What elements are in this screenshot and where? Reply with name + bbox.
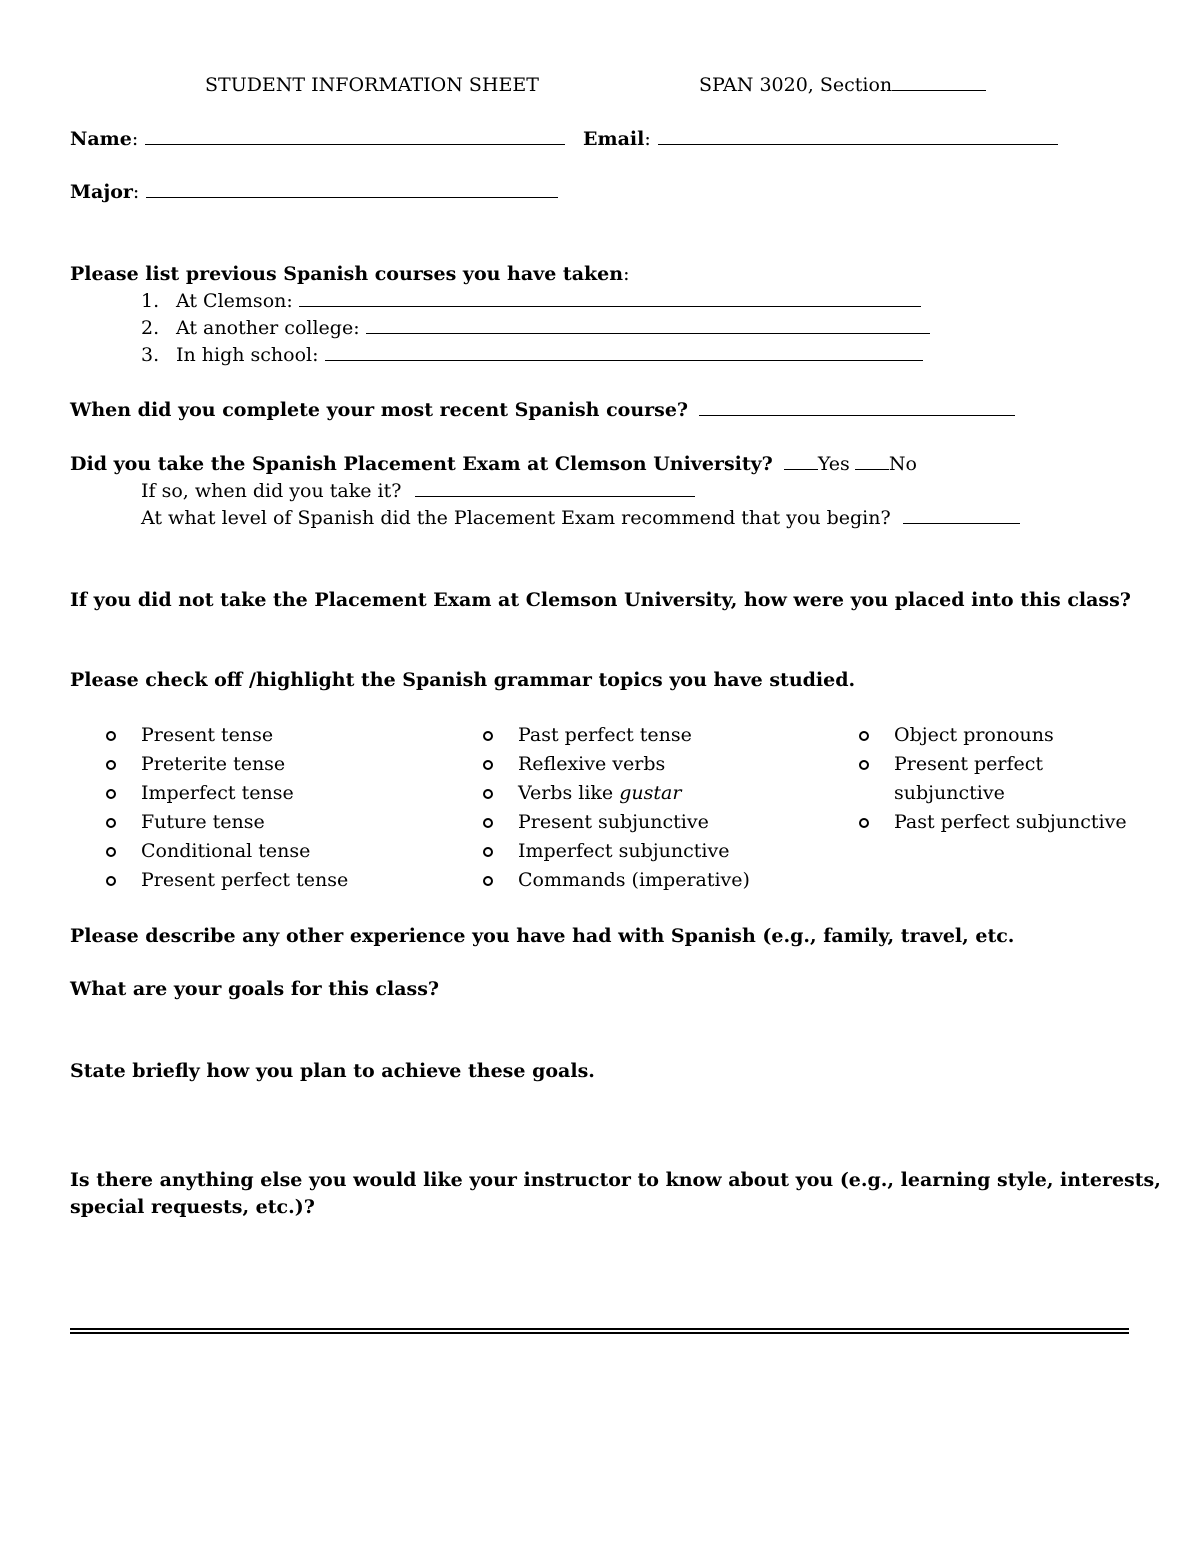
section-blank[interactable] (892, 89, 986, 91)
bullet-icon (106, 876, 116, 886)
email-colon: : (644, 128, 651, 150)
list-item[interactable] (859, 750, 1127, 808)
grammar-topic: Preterite tense (141, 753, 286, 775)
placement-level (141, 507, 1020, 529)
course-item-number: 3. (141, 344, 160, 366)
course-section-label (699, 74, 986, 96)
placement-when-blank[interactable] (415, 495, 695, 497)
grammar-topic-italic: gustar (619, 782, 682, 804)
double-rule-bottom (70, 1332, 1129, 1334)
previous-courses-text: Please list previous Spanish courses you have taken (70, 263, 624, 285)
bullet-icon (106, 847, 116, 857)
email-field (583, 128, 1058, 150)
list-item[interactable] (859, 721, 1127, 750)
grammar-topic: Present tense (141, 724, 274, 746)
course-item-label: At another college: (176, 317, 360, 339)
name-blank[interactable] (145, 143, 565, 145)
name-colon: : (131, 128, 139, 150)
course-item-other-college (141, 317, 930, 339)
bullet-icon (483, 876, 493, 886)
list-item[interactable] (859, 808, 1127, 837)
list-item[interactable] (106, 721, 348, 750)
not-placed-question: If you did not take the Placement Exam at Clemson University, how were you placed into this class? (70, 589, 1131, 611)
list-item[interactable] (483, 779, 750, 808)
grammar-topic: Past perfect tense (518, 724, 692, 746)
placement-question (70, 453, 917, 475)
list-item[interactable] (106, 866, 348, 895)
anything-else-question-line-1: Is there anything else you would like your instructor to know about you (e.g., learning style, interests, (70, 1169, 1161, 1191)
course-section-text: SPAN 3020, Section (699, 74, 893, 96)
bullet-icon (483, 731, 493, 741)
course-item-label: In high school: (176, 344, 319, 366)
major-blank[interactable] (146, 196, 558, 198)
grammar-column-1 (106, 721, 348, 895)
page-title: STUDENT INFORMATION SHEET (205, 74, 539, 96)
bullet-icon (483, 847, 493, 857)
course-item-clemson (141, 290, 921, 312)
grammar-topic: Present perfect tense (141, 869, 349, 891)
goals-question: What are your goals for this class? (70, 978, 440, 1000)
recent-course-blank[interactable] (699, 414, 1015, 416)
grammar-question: Please check off /highlight the Spanish grammar topics you have studied. (70, 669, 856, 691)
course-item-label: At Clemson: (176, 290, 293, 312)
no-label: No (888, 453, 917, 475)
grammar-topic: Commands (imperative) (518, 869, 750, 891)
high-school-courses-blank[interactable] (325, 359, 923, 361)
bullet-icon (106, 818, 116, 828)
recent-course-text: When did you complete your most recent Spanish course? (70, 399, 689, 421)
grammar-topic: Object pronouns (894, 724, 1054, 746)
previous-courses-colon: : (623, 263, 630, 285)
experience-question: Please describe any other experience you have had with Spanish (e.g., family, travel, etc. (70, 925, 1015, 947)
course-item-number: 1. (141, 290, 160, 312)
list-item[interactable] (106, 837, 348, 866)
major-colon: : (132, 181, 140, 203)
double-rule-top (70, 1328, 1129, 1330)
other-college-courses-blank[interactable] (366, 332, 930, 334)
major-label: Major (70, 181, 133, 203)
list-item[interactable] (483, 721, 750, 750)
major-field (70, 181, 558, 203)
grammar-topic: Imperfect subjunctive (518, 840, 730, 862)
recent-course-question (70, 399, 1015, 421)
yes-label: Yes (817, 453, 850, 475)
grammar-column-2 (483, 721, 750, 895)
anything-else-question-line-2: special requests, etc.)? (70, 1196, 315, 1218)
list-item[interactable] (106, 750, 348, 779)
previous-courses-question (70, 263, 629, 285)
grammar-topic: Verbs like (518, 782, 620, 804)
grammar-topic: Present perfect subjunctive (894, 753, 1044, 804)
placement-when (141, 480, 695, 502)
email-label: Email (583, 128, 645, 150)
bullet-icon (859, 731, 869, 741)
grammar-topic: Conditional tense (141, 840, 311, 862)
placement-level-text: At what level of Spanish did the Placement Exam recommend that you begin? (141, 507, 891, 529)
bullet-icon (483, 789, 493, 799)
email-blank[interactable] (658, 143, 1058, 145)
grammar-topic: Imperfect tense (141, 782, 294, 804)
course-item-number: 2. (141, 317, 160, 339)
bullet-icon (106, 760, 116, 770)
achieve-question: State briefly how you plan to achieve these goals. (70, 1060, 595, 1082)
no-blank[interactable] (855, 468, 889, 470)
placement-text: Did you take the Spanish Placement Exam at Clemson University? (70, 453, 773, 475)
list-item[interactable] (483, 808, 750, 837)
course-item-high-school (141, 344, 923, 366)
yes-blank[interactable] (784, 468, 818, 470)
bullet-icon (106, 731, 116, 741)
grammar-column-3 (859, 721, 1127, 837)
bullet-icon (859, 818, 869, 828)
name-label: Name (70, 128, 132, 150)
list-item[interactable] (483, 837, 750, 866)
bullet-icon (106, 789, 116, 799)
list-item[interactable] (106, 779, 348, 808)
grammar-topic: Present subjunctive (518, 811, 709, 833)
grammar-topic: Future tense (141, 811, 265, 833)
bullet-icon (483, 818, 493, 828)
grammar-topic: Past perfect subjunctive (894, 811, 1127, 833)
list-item[interactable] (483, 866, 750, 895)
placement-when-text: If so, when did you take it? (141, 480, 402, 502)
name-field (70, 128, 565, 150)
grammar-topic: Reflexive verbs (518, 753, 666, 775)
bullet-icon (483, 760, 493, 770)
placement-level-blank[interactable] (903, 522, 1020, 524)
list-item[interactable] (483, 750, 750, 779)
clemson-courses-blank[interactable] (299, 305, 921, 307)
list-item[interactable] (106, 808, 348, 837)
bullet-icon (859, 760, 869, 770)
